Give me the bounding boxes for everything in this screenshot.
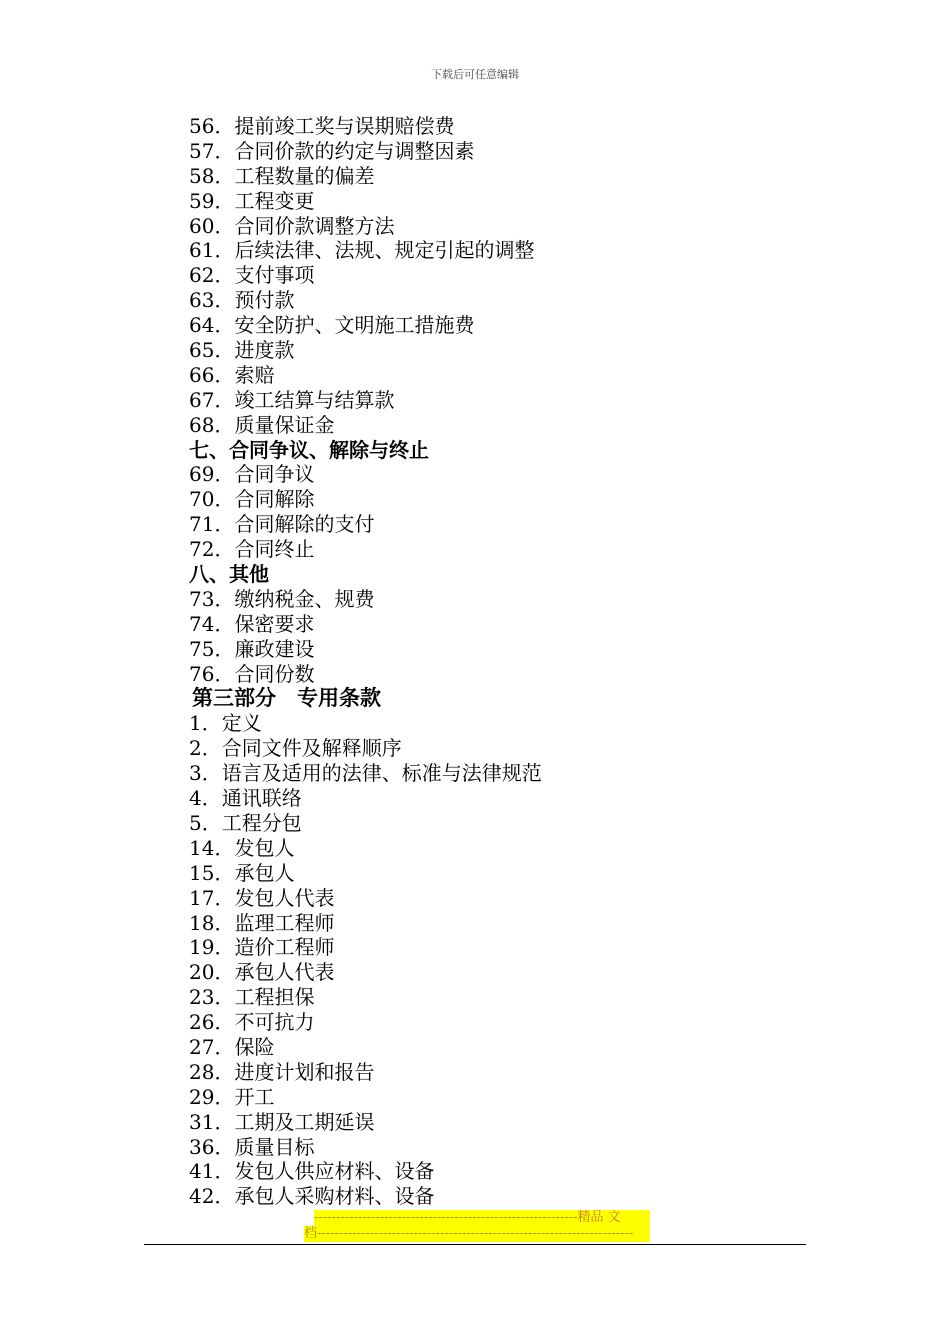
toc-item: 75．廉政建设: [189, 636, 315, 661]
toc-item: 64．安全防护、文明施工措施费: [189, 313, 475, 338]
toc-item: 65．进度款: [189, 338, 295, 363]
toc-item: 58．工程数量的偏差: [189, 163, 375, 188]
toc-item: 2．合同文件及解释顺序: [189, 736, 402, 761]
toc-item: 19．造价工程师: [189, 935, 335, 960]
toc-item: 56．提前竣工奖与误期赔偿费: [189, 114, 455, 138]
toc-item: 68．质量保证金: [189, 412, 335, 437]
toc-item: 72．合同终止: [189, 537, 315, 562]
toc-item: 31．工期及工期延误: [189, 1109, 375, 1134]
toc-item: 76．合同份数: [189, 661, 315, 686]
toc-item: 26．不可抗力: [189, 1010, 315, 1035]
toc-item: 71．合同解除的支付: [189, 512, 375, 537]
toc-item: 18．监理工程师: [189, 910, 335, 935]
toc-item: 70．合同解除: [189, 487, 315, 512]
footer-banner-row1: ------------------------------------------------------------精品 文: [314, 1210, 650, 1226]
toc-item: 66．索赔: [189, 362, 275, 387]
page-header-note: 下载后可任意编辑: [431, 68, 519, 81]
toc-item: 28．进度计划和报告: [189, 1059, 375, 1084]
section-heading: 七、合同争议、解除与终止: [189, 437, 429, 462]
footer-banner: [304, 1210, 650, 1242]
part-heading: 第三部分 专用条款: [192, 685, 381, 711]
section-heading: 八、其他: [189, 562, 269, 587]
toc-item: 3．语言及适用的法律、标准与法律规范: [189, 761, 542, 786]
toc-item: 4．通讯联络: [189, 786, 302, 811]
toc-item: 14．发包人: [189, 835, 295, 860]
toc-item: 42．承包人采购材料、设备: [189, 1184, 435, 1209]
toc-item: 62．支付事项: [189, 263, 315, 288]
toc-item: 69．合同争议: [189, 462, 315, 487]
toc-item: 17．发包人代表: [189, 885, 335, 910]
toc-item: 60．合同价款调整方法: [189, 213, 395, 238]
footer-divider: [144, 1244, 806, 1245]
toc-item: 59．工程变更: [189, 188, 315, 213]
toc-item: 36．质量目标: [189, 1134, 315, 1159]
toc-item: 23．工程担保: [189, 985, 315, 1010]
toc-item: 27．保险: [189, 1034, 275, 1059]
toc-item: 61．后续法律、法规、规定引起的调整: [189, 238, 535, 263]
toc-item: 1．定义: [189, 711, 262, 736]
toc-item: 5．工程分包: [189, 810, 302, 835]
toc-item: 57．合同价款的约定与调整因素: [189, 138, 475, 163]
document-body: [189, 114, 789, 1209]
toc-item: 63．预付款: [189, 288, 295, 313]
toc-item: 20．承包人代表: [189, 960, 335, 985]
footer-banner-row2: 档------------------------------------------------------------------------: [304, 1226, 650, 1242]
toc-item: 29．开工: [189, 1084, 275, 1109]
toc-item: 41．发包人供应材料、设备: [189, 1159, 435, 1184]
toc-item: 74．保密要求: [189, 611, 315, 636]
toc-item: 73．缴纳税金、规费: [189, 586, 375, 611]
toc-item: 67．竣工结算与结算款: [189, 387, 395, 412]
toc-item: 15．承包人: [189, 860, 295, 885]
